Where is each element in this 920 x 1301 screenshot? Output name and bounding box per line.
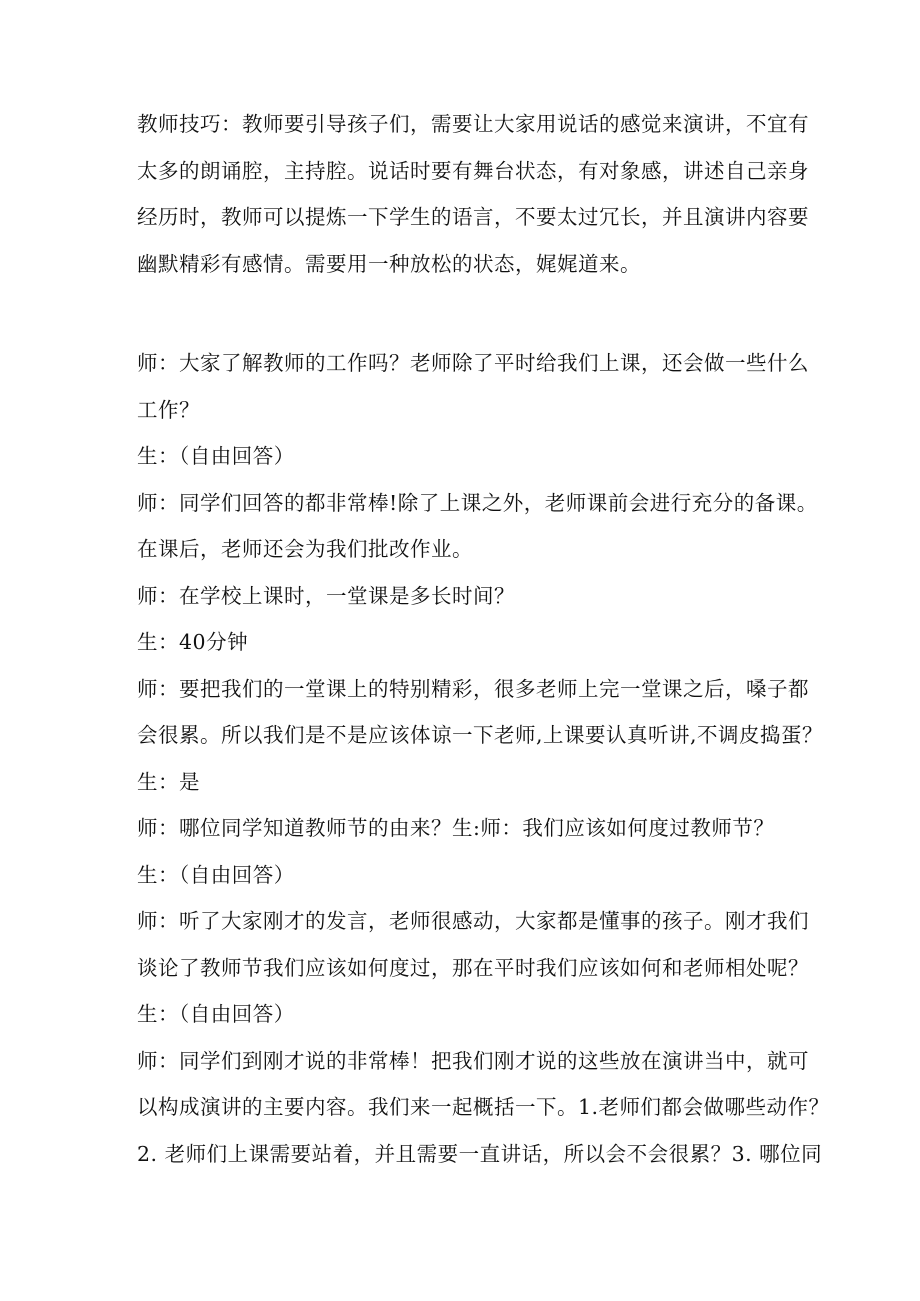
dialog-line: 生：（自由回答） [137, 1002, 295, 1026]
dialog-line: 生：（自由回答） [137, 444, 295, 468]
dialog-line: 2. 老师们上课需要站着，并且需要一直讲话，所以会不会很累？3. 哪位同 [137, 1141, 823, 1166]
dialog-line: 师：要把我们的一堂课上的特别精彩，很多老师上完一堂课之后，嗓子都 [137, 676, 809, 701]
paragraph-line: 幽默精彩有感情。需要用一种放松的状态，娓娓道来。 [137, 251, 641, 276]
dialog-line: 工作？ [137, 397, 200, 422]
dialog-line: 谈论了教师节我们应该如何度过，那在平时我们应该如何和老师相处呢？ [137, 955, 809, 980]
dialog-line: 师：同学们到刚才说的非常棒！把我们刚才说的这些放在演讲当中，就可 [137, 1048, 809, 1073]
dialog-line: 师：同学们回答的都非常棒!除了上课之外，老师课前会进行充分的备课。 [137, 490, 818, 515]
dialog-line: 会很累。所以我们是不是应该体谅一下老师,上课要认真听讲,不调皮捣蛋？ [137, 723, 824, 747]
paragraph-line: 教师技巧：教师要引导孩子们，需要让大家用说话的感觉来演讲，不宜有 [137, 112, 809, 136]
classroom-dialog [137, 340, 830, 1177]
paragraph-line: 太多的朗诵腔，主持腔。说话时要有舞台状态，有对象感，讲述自己亲身 [137, 158, 809, 183]
dialog-line: 师：哪位同学知道教师节的由来？生:师：我们应该如何度过教师节？ [137, 816, 775, 840]
dialog-line: 生：40分钟 [137, 630, 249, 654]
dialog-line: 师：听了大家刚才的发言，老师很感动，大家都是懂事的孩子。刚才我们 [137, 909, 809, 933]
dialog-line: 生：是 [137, 769, 200, 794]
paragraph-line: 经历时，教师可以提炼一下学生的语言，不要太过冗长，并且演讲内容要 [137, 205, 809, 229]
teaching-tips-paragraph [137, 101, 807, 287]
dialog-line: 生：（自由回答） [137, 862, 295, 887]
dialog-line: 以构成演讲的主要内容。我们来一起概括一下。1.老师们都会做哪些动作？ [137, 1095, 830, 1119]
dialog-line: 师：大家了解教师的工作吗？老师除了平时给我们上课，还会做一些什么 [137, 351, 809, 375]
dialog-line: 在课后，老师还会为我们批改作业。 [137, 537, 473, 561]
dialog-line: 师：在学校上课时，一堂课是多长时间？ [137, 583, 515, 608]
